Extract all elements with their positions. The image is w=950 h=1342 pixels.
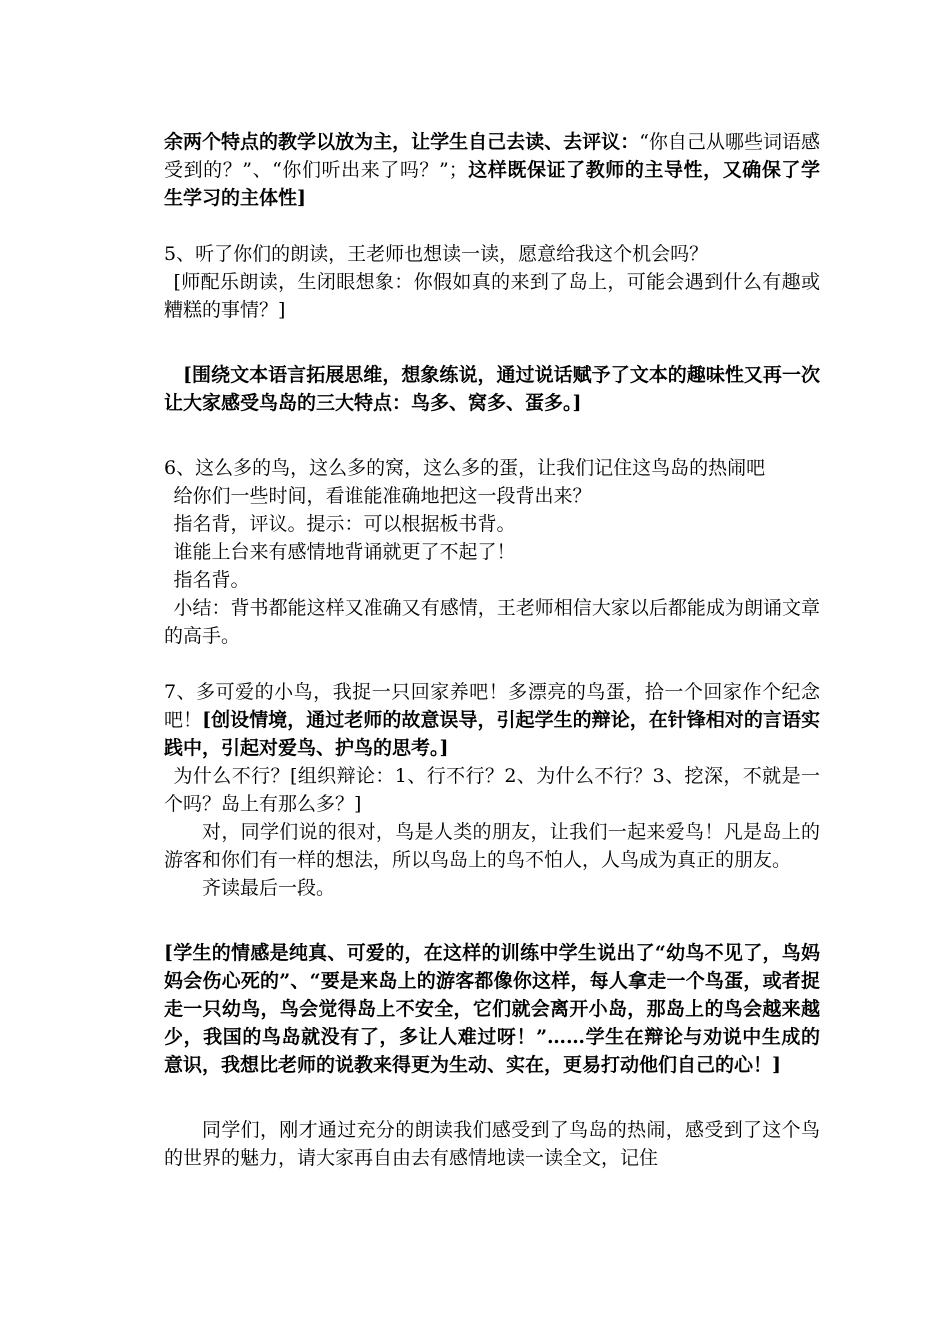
section-6-line: 指名背，评议。提示：可以根据板书背。	[173, 513, 516, 535]
document-page	[164, 128, 820, 1172]
section-5-line: [师配乐朗读，生闭眼想象：你假如真的来到了岛上，可能会遇到什么有趣或糟糕的事情？]	[164, 271, 820, 321]
section-7-line: 对，同学们说的很对，鸟是人类的朋友，让我们一起来爱鸟！凡是岛上的游客和你们有一样的想法，所以鸟岛上的鸟不怕人，人鸟成为真正的朋友。	[164, 821, 820, 871]
section-7-note: [创设情境，通过老师的故意误导，引起学生的辩论，在针锋相对的言语实践中，引起对爱鸟、护鸟的思考。]	[164, 709, 820, 759]
section-6-line: 小结：背书都能这样又准确又有感情，王老师相信大家以后都能成为朗诵文章的高手。	[164, 597, 820, 647]
bold-text: 余两个特点的教学以放为主，让学生自己去读、去评议：	[164, 131, 640, 153]
paragraph-intro	[164, 128, 820, 212]
section-6-line: 指名背。	[173, 569, 250, 591]
section-5-note: [围绕文本语言拓展思维，想象练说，通过说话赋予了文本的趣味性又再一次让大家感受鸟岛的三大特点：鸟多、窝多、蛋多。]	[164, 364, 820, 414]
section-7-line	[164, 678, 820, 762]
section-6-line: 谁能上台来有感情地背诵就更了不起了！	[173, 541, 516, 563]
bold-text: 这样既保证了教师的主导性，又确保了学生学习的主体性]	[164, 159, 820, 209]
section-7-line: 为什么不行？[组织辩论：1、行不行？2、为什么不行？3、挖深，不就是一个吗？岛上有那么多？]	[164, 765, 820, 815]
student-emotion-note: [学生的情感是纯真、可爱的，在这样的训练中学生说出了“幼鸟不见了，鸟妈妈会伤心死的”、“要是来岛上的游客都像你这样，每人拿走一个鸟蛋，或者捉走一只幼鸟，鸟会觉得岛上不安全，它们就会离开小岛，那岛上的鸟会越来越少，我国的鸟岛就没有了，多让人难过呀！”……学生在辩论与劝说中生成的意识，我想比老师的说教来得更为生动、实在，更易打动他们自己的心！]	[164, 942, 820, 1076]
quote-text: “你自己从哪些词语感受到的？”、“你们听出来了吗？”；	[164, 131, 820, 181]
section-7-line: 齐读最后一段。	[202, 877, 336, 899]
section-7-text: 7、多可爱的小鸟，我捉一只回家养吧！多漂亮的鸟蛋，拾一个回家作个纪念吧！	[164, 681, 820, 731]
section-6-line: 6、这么多的鸟，这么多的窝，这么多的蛋，让我们记住这鸟岛的热闹吧	[164, 457, 766, 479]
section-6-line: 给你们一些时间，看谁能准确地把这一段背出来？	[173, 485, 592, 507]
section-5-line: 5、听了你们的朗读，王老师也想读一读，愿意给我这个机会吗？	[164, 243, 709, 265]
closing-paragraph: 同学们，刚才通过充分的朗读我们感受到了鸟岛的热闹，感受到了这个鸟的世界的魅力，请大家再自由去有感情地读一读全文，记住	[164, 1119, 820, 1169]
